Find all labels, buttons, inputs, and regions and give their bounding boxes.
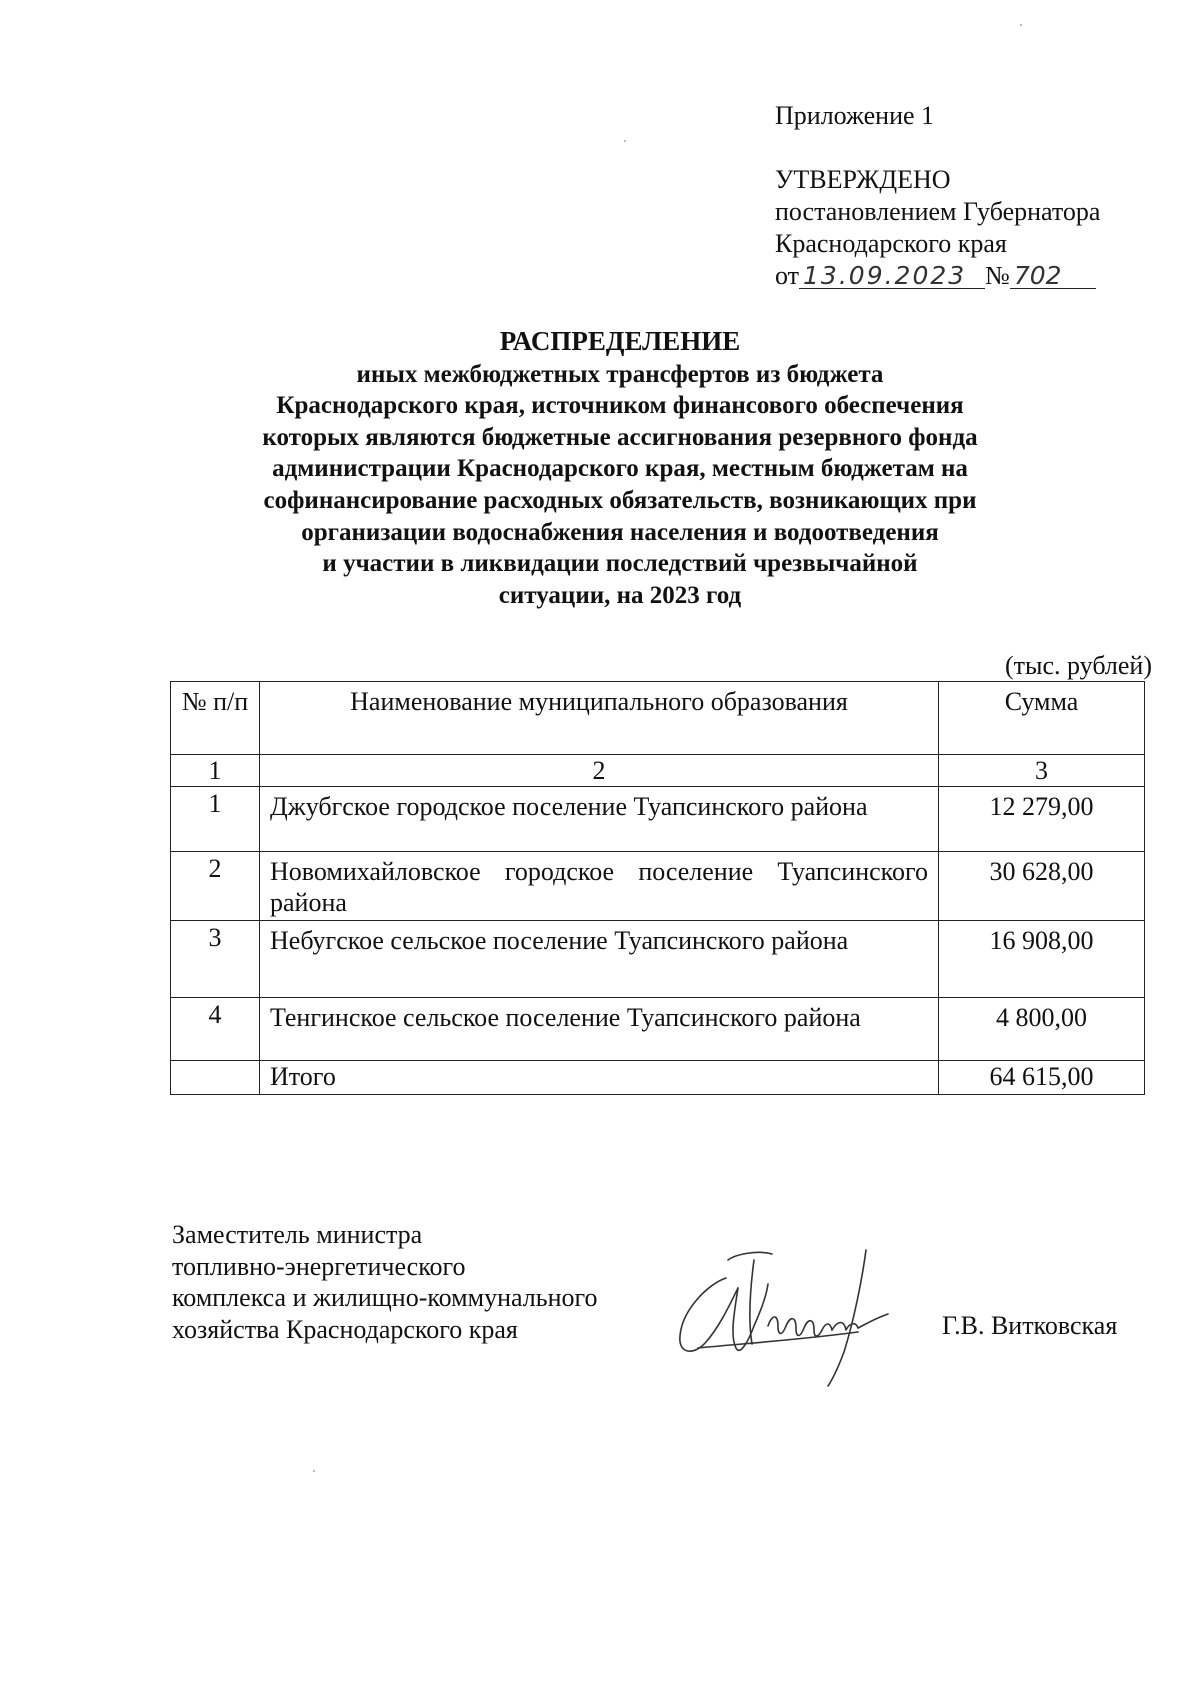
unit-label: (тыс. рублей) [1004,651,1152,680]
row-num: 3 [171,921,260,998]
row-num: 2 [171,852,260,921]
header-name: Наименование муниципального образования [260,682,939,755]
scan-speck [1020,24,1022,26]
approved-by-region: Краснодарского края [775,229,1007,258]
table-header-row [171,682,1145,755]
column-index: 1 [171,755,260,787]
date-prefix: от [775,261,800,290]
handwritten-number: 702 [1010,264,1096,289]
total-label: Итого [260,1061,939,1095]
signatory-position [172,1219,692,1345]
number-prefix: № [985,261,1010,290]
approval-block [775,100,1175,292]
position-line: топливно-энергетического [172,1251,466,1281]
row-name: Джубгское городское поселение Туапсинского района [260,787,939,852]
row-name: Тенгинское сельское поселение Туапсинского района [260,998,939,1061]
title-line: Краснодарского края, источником финансового обеспечения [276,392,964,420]
title-line: которых являются бюджетные ассигнования резервного фонда [262,423,978,451]
table-row [171,998,1145,1061]
total-sum: 64 615,00 [939,1061,1145,1095]
title-line: и участии в ликвидации последствий чрезвычайной [322,550,918,578]
row-sum: 30 628,00 [939,852,1145,921]
decree-date-number [775,260,1175,292]
total-num-empty [171,1061,260,1095]
row-sum: 4 800,00 [939,998,1145,1061]
header-sum: Сумма [939,682,1145,755]
row-num: 4 [171,998,260,1061]
title-line: организации водоснабжения населения и водоотведения [301,518,939,546]
title-line: администрации Краснодарского края, местным бюджетам на [272,455,968,483]
row-name: Небугское сельское поселение Туапсинского района [260,921,939,998]
scan-speck [624,140,626,142]
row-num: 1 [171,787,260,852]
table-row [171,852,1145,921]
document-title [200,326,1040,611]
title-line: софинансирование расходных обязательств, возникающих при [263,486,977,514]
row-sum: 16 908,00 [939,921,1145,998]
column-index: 2 [260,755,939,787]
row-sum: 12 279,00 [939,787,1145,852]
distribution-table [170,681,1145,1095]
handwritten-signature [668,1240,918,1390]
title-main: РАСПРЕДЕЛЕНИЕ [499,326,741,356]
position-line: комплекса и жилищно-коммунального [172,1283,598,1312]
total-row [171,1061,1145,1095]
scan-speck [313,1470,315,1472]
title-line: иных межбюджетных трансфертов из бюджета [356,360,884,388]
approved-label: УТВЕРЖДЕНО [775,165,951,194]
position-line: Заместитель министра [172,1220,423,1249]
position-line: хозяйства Краснодарского края [172,1314,518,1344]
title-line: ситуации, на 2023 год [498,581,742,609]
signatory-name: Г.В. Витковская [942,1311,1118,1340]
approved-by-line: постановлением Губернатора [775,197,1101,226]
handwritten-date: 13.09.2023 [799,264,985,289]
annex-label: Приложение 1 [775,101,935,130]
table-row [171,787,1145,852]
column-index-row [171,755,1145,787]
header-num: № п/п [171,682,260,755]
row-name: Новомихайловское городское поселение Туапсинского района [260,852,939,921]
column-index: 3 [939,755,1145,787]
table-row [171,921,1145,998]
